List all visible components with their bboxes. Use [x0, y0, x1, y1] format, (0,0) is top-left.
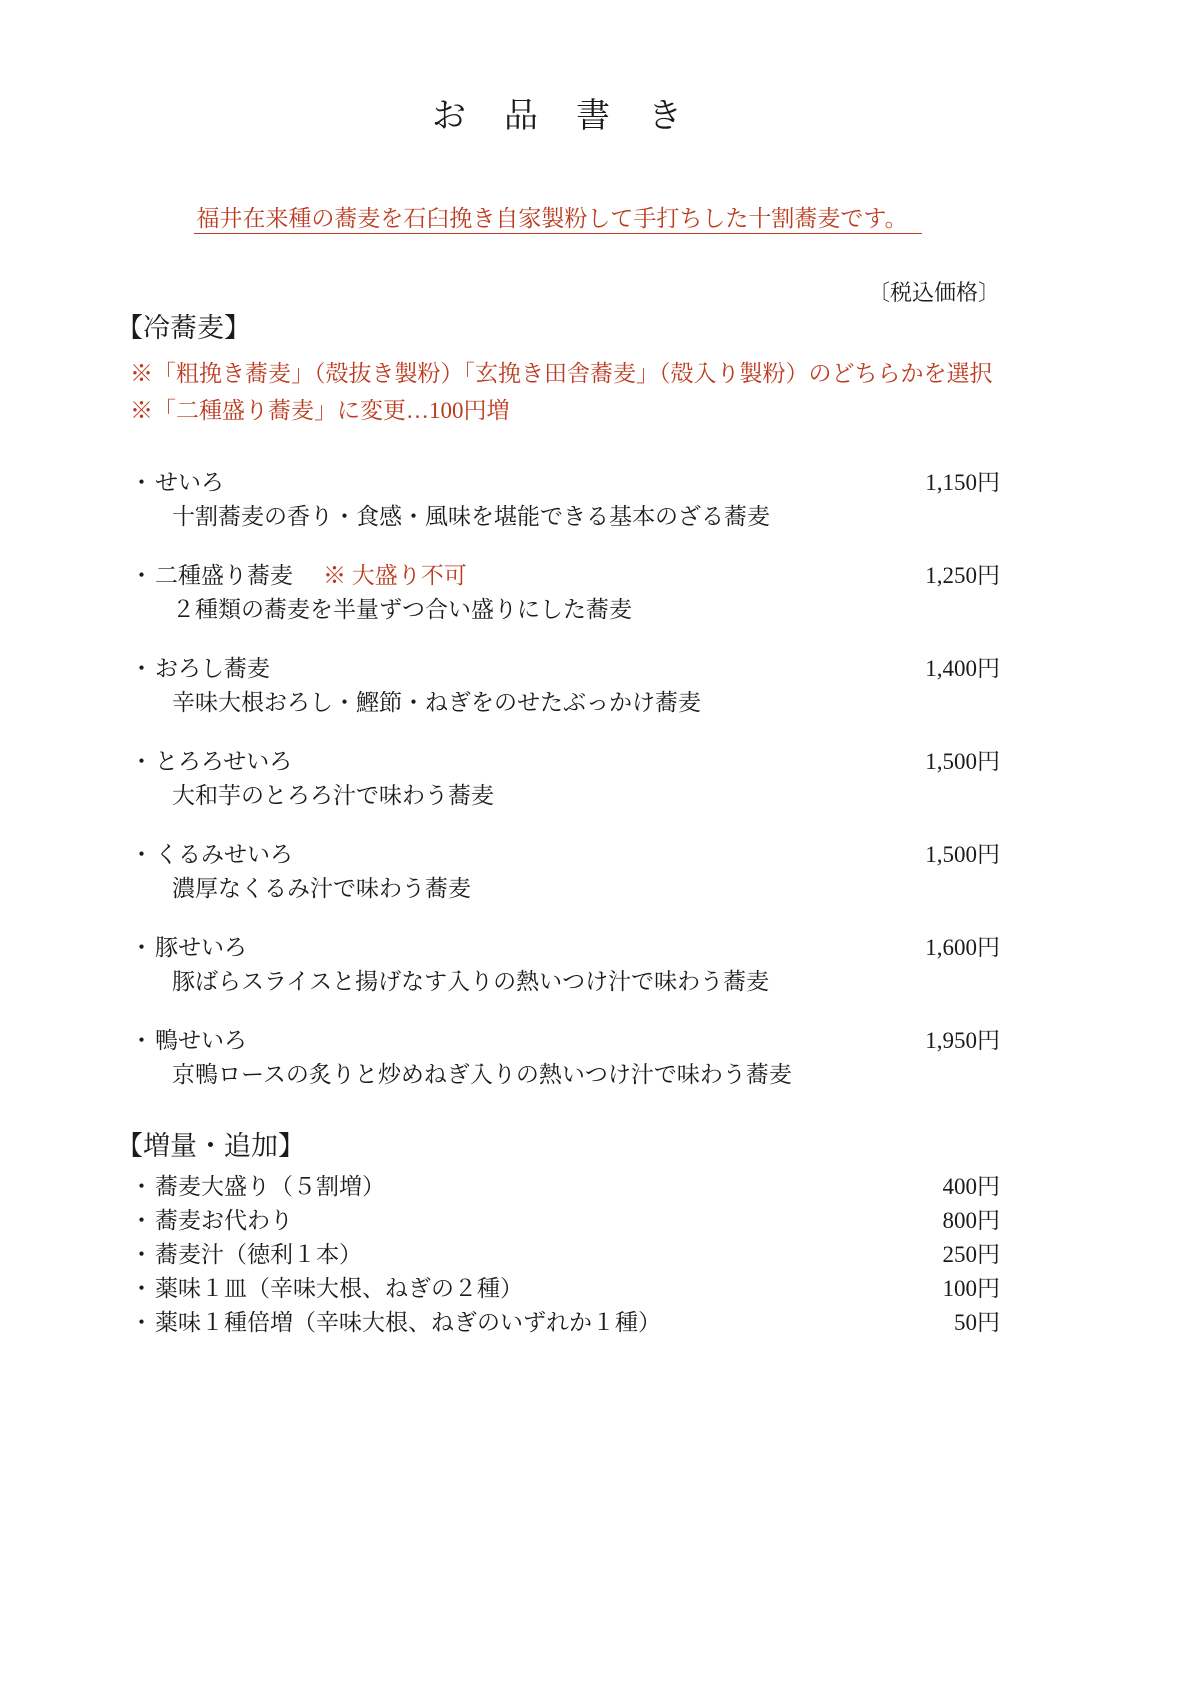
subtitle-text: 福井在来種の蕎麦を石臼挽き自家製粉して手打ちした十割蕎麦です。 — [194, 206, 921, 234]
item-name: 蕎麦お代わり — [155, 1208, 293, 1234]
note-line: ※「粗挽き蕎麦」（殻抜き製粉）「玄挽き田舎蕎麦」（殻入り製粉）のどちらかを選択 — [130, 361, 993, 387]
cold-soba-item-list — [130, 466, 1000, 1093]
note-line: ※「二種盛り蕎麦」に変更…100円増 — [130, 398, 510, 424]
bullet-glyph: ・ — [130, 748, 153, 774]
addon-item — [130, 1170, 1000, 1204]
item-description: ２種類の蕎麦を半量ずつ合い盛りにした蕎麦 — [172, 597, 632, 623]
item-description: 大和芋のとろろ汁で味わう蕎麦 — [172, 783, 494, 809]
item-price: 800円 — [942, 1208, 1000, 1234]
item-description: 濃厚なくるみ汁で味わう蕎麦 — [172, 876, 471, 902]
addon-item — [130, 1306, 1000, 1340]
bullet-glyph: ・ — [130, 562, 153, 588]
item-name-wrap — [130, 466, 224, 501]
item-price: 100円 — [942, 1276, 1000, 1302]
item-price: 1,600円 — [925, 934, 1000, 960]
item-name: せいろ — [155, 469, 224, 495]
item-price: 1,950円 — [925, 1027, 1000, 1053]
bullet-glyph: ・ — [130, 1276, 153, 1302]
section-heading-cold-soba: 【冷蕎麦】 — [116, 313, 251, 344]
item-name-wrap — [130, 1238, 362, 1272]
page-title: お 品 書 き — [432, 98, 684, 135]
menu-item-line — [130, 1024, 1000, 1059]
item-price: 1,500円 — [925, 748, 1000, 774]
menu-item — [130, 652, 1000, 721]
item-name: おろし蕎麦 — [155, 655, 270, 681]
item-price: 1,500円 — [925, 841, 1000, 867]
bullet-glyph: ・ — [130, 1174, 153, 1200]
item-name: とろろせいろ — [155, 748, 293, 774]
menu-item — [130, 466, 1000, 535]
item-name: 二種盛り蕎麦 — [155, 562, 293, 588]
item-name-wrap — [130, 1272, 523, 1306]
item-name-wrap — [130, 1024, 247, 1059]
item-name: くるみせいろ — [155, 841, 293, 867]
menu-item — [130, 838, 1000, 907]
menu-item — [130, 745, 1000, 814]
addon-item — [130, 1272, 1000, 1306]
bullet-glyph: ・ — [130, 1242, 153, 1268]
bullet-glyph: ・ — [130, 841, 153, 867]
item-name-wrap — [130, 1306, 661, 1340]
bullet-glyph: ・ — [130, 655, 153, 681]
item-name-wrap — [130, 1204, 293, 1238]
item-description: 豚ばらスライスと揚げなす入りの熱いつけ汁で味わう蕎麦 — [172, 969, 770, 995]
item-price: 1,400円 — [925, 655, 1000, 681]
item-inline-note: ※ 大盛り不可 — [323, 562, 467, 588]
bullet-glyph: ・ — [130, 934, 153, 960]
bullet-glyph: ・ — [130, 1208, 153, 1234]
item-name: 薬味１皿（辛味大根、ねぎの２種） — [155, 1276, 523, 1302]
item-name: 豚せいろ — [155, 934, 247, 960]
tax-included-label: 〔税込価格〕 — [867, 280, 1000, 306]
menu-item — [130, 931, 1000, 1000]
item-price: 400円 — [942, 1174, 1000, 1200]
item-name: 鴨せいろ — [155, 1027, 247, 1053]
menu-item — [130, 1024, 1000, 1093]
section-heading-addons: 【増量・追加】 — [116, 1130, 305, 1161]
addon-item — [130, 1204, 1000, 1238]
item-price: 50円 — [954, 1310, 1000, 1336]
subtitle-row — [116, 201, 1000, 237]
menu-item-line — [130, 745, 1000, 780]
item-description: 十割蕎麦の香り・食感・風味を堪能できる基本のざる蕎麦 — [172, 504, 770, 530]
cold-soba-notes — [130, 356, 1000, 430]
item-name-wrap — [130, 838, 293, 873]
item-name: 蕎麦汁（徳利１本） — [155, 1242, 362, 1268]
item-name: 薬味１種倍増（辛味大根、ねぎのいずれか１種） — [155, 1310, 661, 1336]
item-name-wrap — [130, 1170, 385, 1204]
menu-item-line — [130, 466, 1000, 501]
menu-item-line — [130, 838, 1000, 873]
addon-item — [130, 1238, 1000, 1272]
item-price: 1,150円 — [925, 469, 1000, 495]
item-name: 蕎麦大盛り（５割増） — [155, 1174, 385, 1200]
menu-item — [130, 559, 1000, 628]
addon-item-list — [130, 1170, 1000, 1340]
item-price: 250円 — [942, 1242, 1000, 1268]
bullet-glyph: ・ — [130, 1027, 153, 1053]
item-name-wrap — [130, 559, 467, 594]
bullet-glyph: ・ — [130, 1310, 153, 1336]
item-description: 京鴨ロースの炙りと炒めねぎ入りの熱いつけ汁で味わう蕎麦 — [172, 1062, 792, 1088]
menu-item-line — [130, 559, 1000, 594]
item-name-wrap — [130, 652, 270, 687]
item-description: 辛味大根おろし・鰹節・ねぎをのせたぶっかけ蕎麦 — [172, 690, 701, 716]
item-name-wrap — [130, 931, 247, 966]
item-price: 1,250円 — [925, 562, 1000, 588]
item-name-wrap — [130, 745, 292, 780]
bullet-glyph: ・ — [130, 469, 153, 495]
menu-item-line — [130, 931, 1000, 966]
menu-item-line — [130, 652, 1000, 687]
